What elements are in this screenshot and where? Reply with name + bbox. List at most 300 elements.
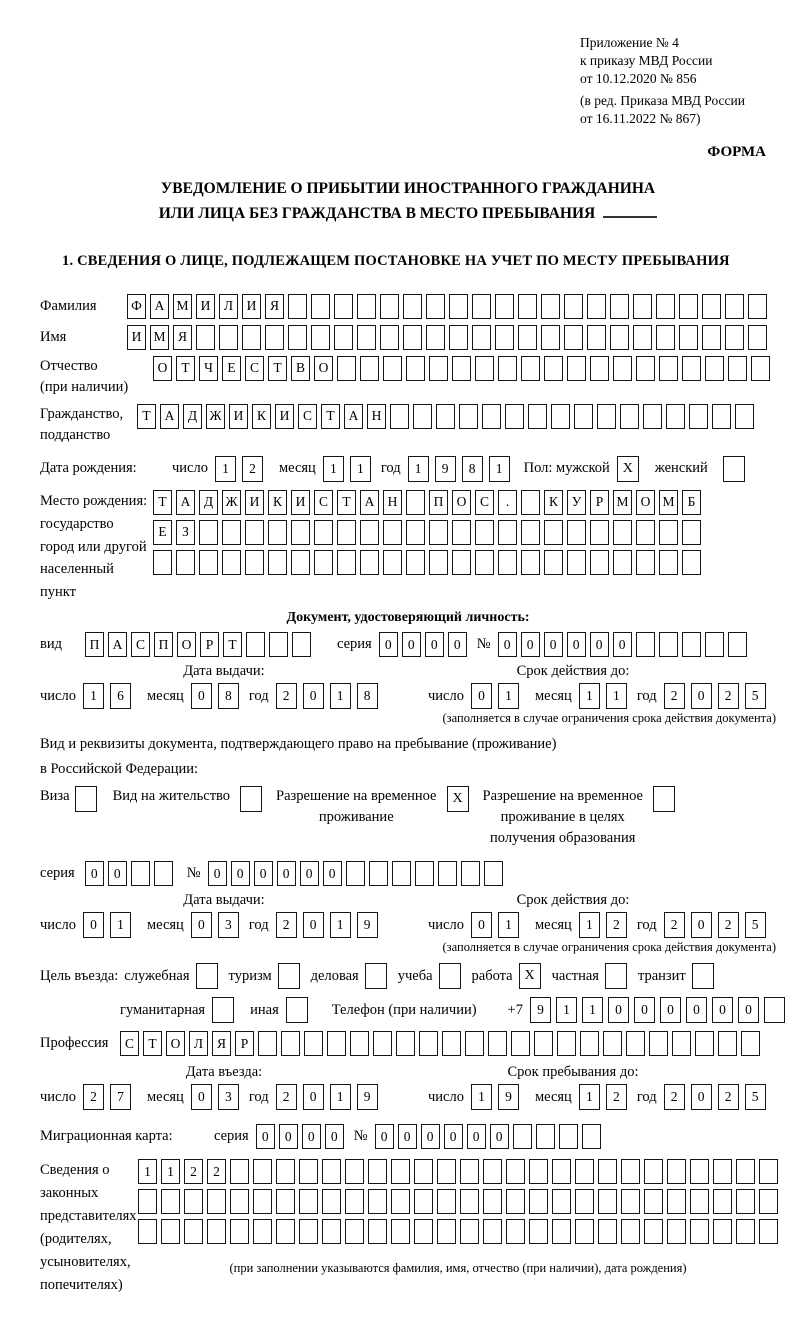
char-box[interactable] [544,520,563,545]
temp-residence-checkbox[interactable]: X [447,786,469,812]
char-box[interactable] [649,1031,668,1056]
char-box[interactable]: 0 [444,1124,463,1149]
char-box[interactable]: 1 [606,683,627,709]
char-box[interactable] [406,550,425,575]
char-box[interactable] [138,1219,157,1244]
char-box[interactable] [392,861,411,886]
char-box[interactable] [460,1159,479,1184]
char-box[interactable]: 3 [218,1084,239,1110]
char-box[interactable] [513,1124,532,1149]
char-box[interactable] [620,404,639,429]
char-box[interactable]: 1 [161,1159,180,1184]
char-box[interactable] [575,1159,594,1184]
char-box[interactable] [735,404,754,429]
char-box[interactable]: Ж [222,490,241,515]
char-box[interactable] [736,1159,755,1184]
char-box[interactable]: 0 [303,683,324,709]
char-box[interactable]: 8 [357,683,378,709]
char-box[interactable]: 0 [302,1124,321,1149]
purpose-humanitarian-checkbox[interactable] [212,997,234,1023]
char-box[interactable] [199,550,218,575]
char-box[interactable] [334,325,353,350]
char-box[interactable] [406,520,425,545]
char-box[interactable]: 0 [191,912,212,938]
char-box[interactable]: С [475,490,494,515]
char-box[interactable] [429,550,448,575]
char-box[interactable] [633,294,652,319]
char-box[interactable] [488,1031,507,1056]
char-box[interactable] [728,356,747,381]
char-box[interactable]: Т [143,1031,162,1056]
char-box[interactable]: 2 [242,456,263,482]
char-box[interactable]: А [150,294,169,319]
char-box[interactable] [759,1189,778,1214]
char-box[interactable] [346,861,365,886]
char-box[interactable] [426,325,445,350]
char-box[interactable]: 0 [471,912,492,938]
char-box[interactable] [337,520,356,545]
char-box[interactable] [702,294,721,319]
char-box[interactable]: О [636,490,655,515]
char-box[interactable]: Ж [206,404,225,429]
char-box[interactable]: Д [183,404,202,429]
char-box[interactable] [461,861,480,886]
char-box[interactable] [253,1159,272,1184]
char-box[interactable] [436,404,455,429]
char-box[interactable] [725,325,744,350]
char-box[interactable] [449,294,468,319]
char-box[interactable]: 9 [498,1084,519,1110]
char-box[interactable] [636,632,655,657]
char-box[interactable]: 1 [330,912,351,938]
char-box[interactable] [199,520,218,545]
char-box[interactable]: С [120,1031,139,1056]
char-box[interactable]: Т [321,404,340,429]
char-box[interactable]: 1 [489,456,510,482]
char-box[interactable] [268,550,287,575]
char-box[interactable]: 0 [490,1124,509,1149]
char-box[interactable] [299,1189,318,1214]
char-box[interactable]: Я [265,294,284,319]
char-box[interactable] [196,325,215,350]
char-box[interactable] [368,1219,387,1244]
char-box[interactable] [659,356,678,381]
purpose-tourism-checkbox[interactable] [278,963,300,989]
char-box[interactable] [695,1031,714,1056]
char-box[interactable]: 0 [191,683,212,709]
char-box[interactable] [322,1219,341,1244]
char-box[interactable]: 0 [691,1084,712,1110]
char-box[interactable] [245,520,264,545]
char-box[interactable] [396,1031,415,1056]
char-box[interactable]: 0 [567,632,586,657]
char-box[interactable] [736,1219,755,1244]
char-box[interactable]: 0 [421,1124,440,1149]
char-box[interactable] [521,356,540,381]
char-box[interactable]: 0 [660,997,681,1023]
purpose-other-checkbox[interactable] [286,997,308,1023]
char-box[interactable]: С [314,490,333,515]
char-box[interactable] [483,1189,502,1214]
char-box[interactable] [613,550,632,575]
char-box[interactable] [564,325,583,350]
char-box[interactable] [495,294,514,319]
char-box[interactable] [544,356,563,381]
char-box[interactable] [438,861,457,886]
char-box[interactable] [345,1189,364,1214]
char-box[interactable] [518,325,537,350]
char-box[interactable] [728,632,747,657]
char-box[interactable]: О [177,632,196,657]
char-box[interactable]: 2 [718,912,739,938]
char-box[interactable] [131,861,150,886]
char-box[interactable]: А [108,632,127,657]
char-box[interactable]: И [275,404,294,429]
char-box[interactable] [667,1189,686,1214]
char-box[interactable] [656,294,675,319]
char-box[interactable]: 0 [83,912,104,938]
char-box[interactable]: Т [268,356,287,381]
char-box[interactable] [357,294,376,319]
char-box[interactable] [521,550,540,575]
char-box[interactable] [460,1219,479,1244]
char-box[interactable] [636,520,655,545]
char-box[interactable] [567,520,586,545]
char-box[interactable]: 2 [606,912,627,938]
char-box[interactable] [369,861,388,886]
char-box[interactable]: П [154,632,173,657]
char-box[interactable] [590,550,609,575]
char-box[interactable]: Н [383,490,402,515]
char-box[interactable] [403,325,422,350]
char-box[interactable] [682,632,701,657]
char-box[interactable] [759,1219,778,1244]
char-box[interactable] [528,404,547,429]
char-box[interactable] [391,1219,410,1244]
char-box[interactable]: 0 [231,861,250,886]
char-box[interactable] [495,325,514,350]
char-box[interactable] [702,325,721,350]
residence-permit-checkbox[interactable] [240,786,262,812]
char-box[interactable] [380,294,399,319]
char-box[interactable] [314,550,333,575]
char-box[interactable]: . [498,490,517,515]
char-box[interactable]: А [160,404,179,429]
purpose-business-checkbox[interactable] [365,963,387,989]
char-box[interactable] [334,294,353,319]
char-box[interactable]: 2 [184,1159,203,1184]
char-box[interactable]: 2 [718,683,739,709]
char-box[interactable]: 1 [323,456,344,482]
char-box[interactable] [360,550,379,575]
char-box[interactable] [452,550,471,575]
char-box[interactable] [222,550,241,575]
char-box[interactable]: 1 [330,683,351,709]
char-box[interactable] [636,356,655,381]
char-box[interactable] [452,356,471,381]
char-box[interactable]: Б [682,490,701,515]
char-box[interactable] [269,632,288,657]
char-box[interactable]: М [173,294,192,319]
char-box[interactable] [429,520,448,545]
char-box[interactable] [551,404,570,429]
char-box[interactable] [667,1219,686,1244]
char-box[interactable]: 1 [471,1084,492,1110]
char-box[interactable] [659,520,678,545]
char-box[interactable]: 1 [498,683,519,709]
char-box[interactable] [184,1219,203,1244]
char-box[interactable]: 0 [608,997,629,1023]
char-box[interactable] [459,404,478,429]
char-box[interactable]: 6 [110,683,131,709]
char-box[interactable] [712,404,731,429]
char-box[interactable] [552,1189,571,1214]
char-box[interactable] [725,294,744,319]
char-box[interactable] [383,356,402,381]
char-box[interactable] [207,1219,226,1244]
char-box[interactable]: С [298,404,317,429]
char-box[interactable] [265,325,284,350]
char-box[interactable] [603,1031,622,1056]
char-box[interactable] [268,520,287,545]
char-box[interactable] [506,1219,525,1244]
char-box[interactable] [690,1159,709,1184]
char-box[interactable] [483,1159,502,1184]
char-box[interactable]: И [196,294,215,319]
char-box[interactable] [682,356,701,381]
char-box[interactable] [230,1159,249,1184]
char-box[interactable]: 0 [208,861,227,886]
char-box[interactable] [413,404,432,429]
char-box[interactable]: 3 [218,912,239,938]
char-box[interactable] [253,1219,272,1244]
char-box[interactable]: 2 [207,1159,226,1184]
char-box[interactable]: 0 [279,1124,298,1149]
char-box[interactable] [281,1031,300,1056]
visa-checkbox[interactable] [75,786,97,812]
char-box[interactable]: 0 [448,632,467,657]
char-box[interactable] [564,294,583,319]
char-box[interactable] [483,1219,502,1244]
char-box[interactable] [666,404,685,429]
purpose-transit-checkbox[interactable] [692,963,714,989]
char-box[interactable] [345,1219,364,1244]
char-box[interactable] [713,1159,732,1184]
char-box[interactable]: И [242,294,261,319]
char-box[interactable]: Т [153,490,172,515]
char-box[interactable] [590,520,609,545]
char-box[interactable] [718,1031,737,1056]
char-box[interactable]: Я [212,1031,231,1056]
char-box[interactable] [276,1189,295,1214]
char-box[interactable]: 8 [462,456,483,482]
char-box[interactable] [529,1219,548,1244]
char-box[interactable]: Ч [199,356,218,381]
char-box[interactable] [536,1124,555,1149]
char-box[interactable] [414,1219,433,1244]
char-box[interactable]: 2 [276,683,297,709]
char-box[interactable]: 1 [556,997,577,1023]
char-box[interactable] [360,356,379,381]
char-box[interactable]: С [131,632,150,657]
char-box[interactable]: 0 [402,632,421,657]
char-box[interactable] [529,1159,548,1184]
char-box[interactable] [314,520,333,545]
char-box[interactable] [598,1189,617,1214]
char-box[interactable]: Т [223,632,242,657]
char-box[interactable]: 1 [138,1159,157,1184]
char-box[interactable]: М [613,490,632,515]
char-box[interactable]: 0 [634,997,655,1023]
char-box[interactable] [311,325,330,350]
char-box[interactable]: 0 [303,1084,324,1110]
char-box[interactable] [580,1031,599,1056]
char-box[interactable] [713,1219,732,1244]
char-box[interactable]: П [85,632,104,657]
char-box[interactable]: 9 [357,1084,378,1110]
char-box[interactable]: 2 [276,1084,297,1110]
char-box[interactable]: Р [590,490,609,515]
char-box[interactable]: 0 [712,997,733,1023]
char-box[interactable] [741,1031,760,1056]
char-box[interactable] [636,550,655,575]
char-box[interactable] [659,632,678,657]
purpose-private-checkbox[interactable] [605,963,627,989]
char-box[interactable] [621,1159,640,1184]
char-box[interactable] [682,550,701,575]
char-box[interactable] [521,490,540,515]
char-box[interactable] [529,1189,548,1214]
char-box[interactable] [621,1189,640,1214]
char-box[interactable]: З [176,520,195,545]
char-box[interactable] [452,520,471,545]
char-box[interactable] [689,404,708,429]
char-box[interactable] [383,550,402,575]
char-box[interactable]: 9 [435,456,456,482]
char-box[interactable] [184,1189,203,1214]
char-box[interactable]: Р [235,1031,254,1056]
char-box[interactable] [222,520,241,545]
char-box[interactable]: И [229,404,248,429]
char-box[interactable] [534,1031,553,1056]
char-box[interactable] [230,1219,249,1244]
char-box[interactable]: А [360,490,379,515]
char-box[interactable]: 1 [582,997,603,1023]
char-box[interactable] [682,520,701,545]
char-box[interactable]: 0 [300,861,319,886]
char-box[interactable] [311,294,330,319]
char-box[interactable] [498,550,517,575]
char-box[interactable] [426,294,445,319]
char-box[interactable] [567,356,586,381]
char-box[interactable]: 0 [498,632,517,657]
char-box[interactable]: 1 [350,456,371,482]
char-box[interactable] [368,1189,387,1214]
char-box[interactable] [442,1031,461,1056]
char-box[interactable] [736,1189,755,1214]
char-box[interactable] [161,1189,180,1214]
char-box[interactable] [659,550,678,575]
char-box[interactable] [292,632,311,657]
char-box[interactable] [475,356,494,381]
char-box[interactable]: И [291,490,310,515]
char-box[interactable] [161,1219,180,1244]
char-box[interactable] [557,1031,576,1056]
char-box[interactable] [258,1031,277,1056]
char-box[interactable] [484,861,503,886]
char-box[interactable] [245,550,264,575]
char-box[interactable] [679,325,698,350]
char-box[interactable] [304,1031,323,1056]
char-box[interactable] [153,550,172,575]
char-box[interactable]: 7 [110,1084,131,1110]
char-box[interactable]: 0 [303,912,324,938]
char-box[interactable] [633,325,652,350]
char-box[interactable] [610,325,629,350]
char-box[interactable] [437,1189,456,1214]
char-box[interactable]: К [252,404,271,429]
char-box[interactable] [690,1189,709,1214]
char-box[interactable]: К [268,490,287,515]
purpose-work-checkbox[interactable]: X [519,963,541,989]
char-box[interactable] [391,1159,410,1184]
char-box[interactable] [567,550,586,575]
char-box[interactable]: 0 [471,683,492,709]
char-box[interactable] [246,632,265,657]
char-box[interactable] [360,520,379,545]
char-box[interactable] [541,294,560,319]
char-box[interactable]: 0 [256,1124,275,1149]
char-box[interactable] [587,325,606,350]
char-box[interactable] [288,294,307,319]
char-box[interactable] [406,356,425,381]
char-box[interactable] [419,1031,438,1056]
char-box[interactable] [414,1189,433,1214]
char-box[interactable] [299,1219,318,1244]
char-box[interactable] [597,404,616,429]
char-box[interactable] [644,1159,663,1184]
char-box[interactable] [643,404,662,429]
char-box[interactable] [291,550,310,575]
char-box[interactable] [429,356,448,381]
char-box[interactable] [521,520,540,545]
char-box[interactable] [505,404,524,429]
char-box[interactable]: П [429,490,448,515]
char-box[interactable] [544,550,563,575]
purpose-official-checkbox[interactable] [196,963,218,989]
char-box[interactable]: 2 [664,1084,685,1110]
char-box[interactable] [291,520,310,545]
char-box[interactable] [482,404,501,429]
char-box[interactable] [690,1219,709,1244]
char-box[interactable] [276,1219,295,1244]
char-box[interactable]: 9 [357,912,378,938]
char-box[interactable] [322,1189,341,1214]
char-box[interactable]: 0 [323,861,342,886]
char-box[interactable]: 2 [664,683,685,709]
char-box[interactable] [644,1189,663,1214]
char-box[interactable]: 0 [738,997,759,1023]
char-box[interactable] [475,550,494,575]
char-box[interactable] [472,294,491,319]
char-box[interactable]: 0 [691,912,712,938]
char-box[interactable] [705,632,724,657]
char-box[interactable]: 1 [579,683,600,709]
char-box[interactable]: А [344,404,363,429]
char-box[interactable] [626,1031,645,1056]
char-box[interactable]: 2 [606,1084,627,1110]
char-box[interactable] [498,356,517,381]
